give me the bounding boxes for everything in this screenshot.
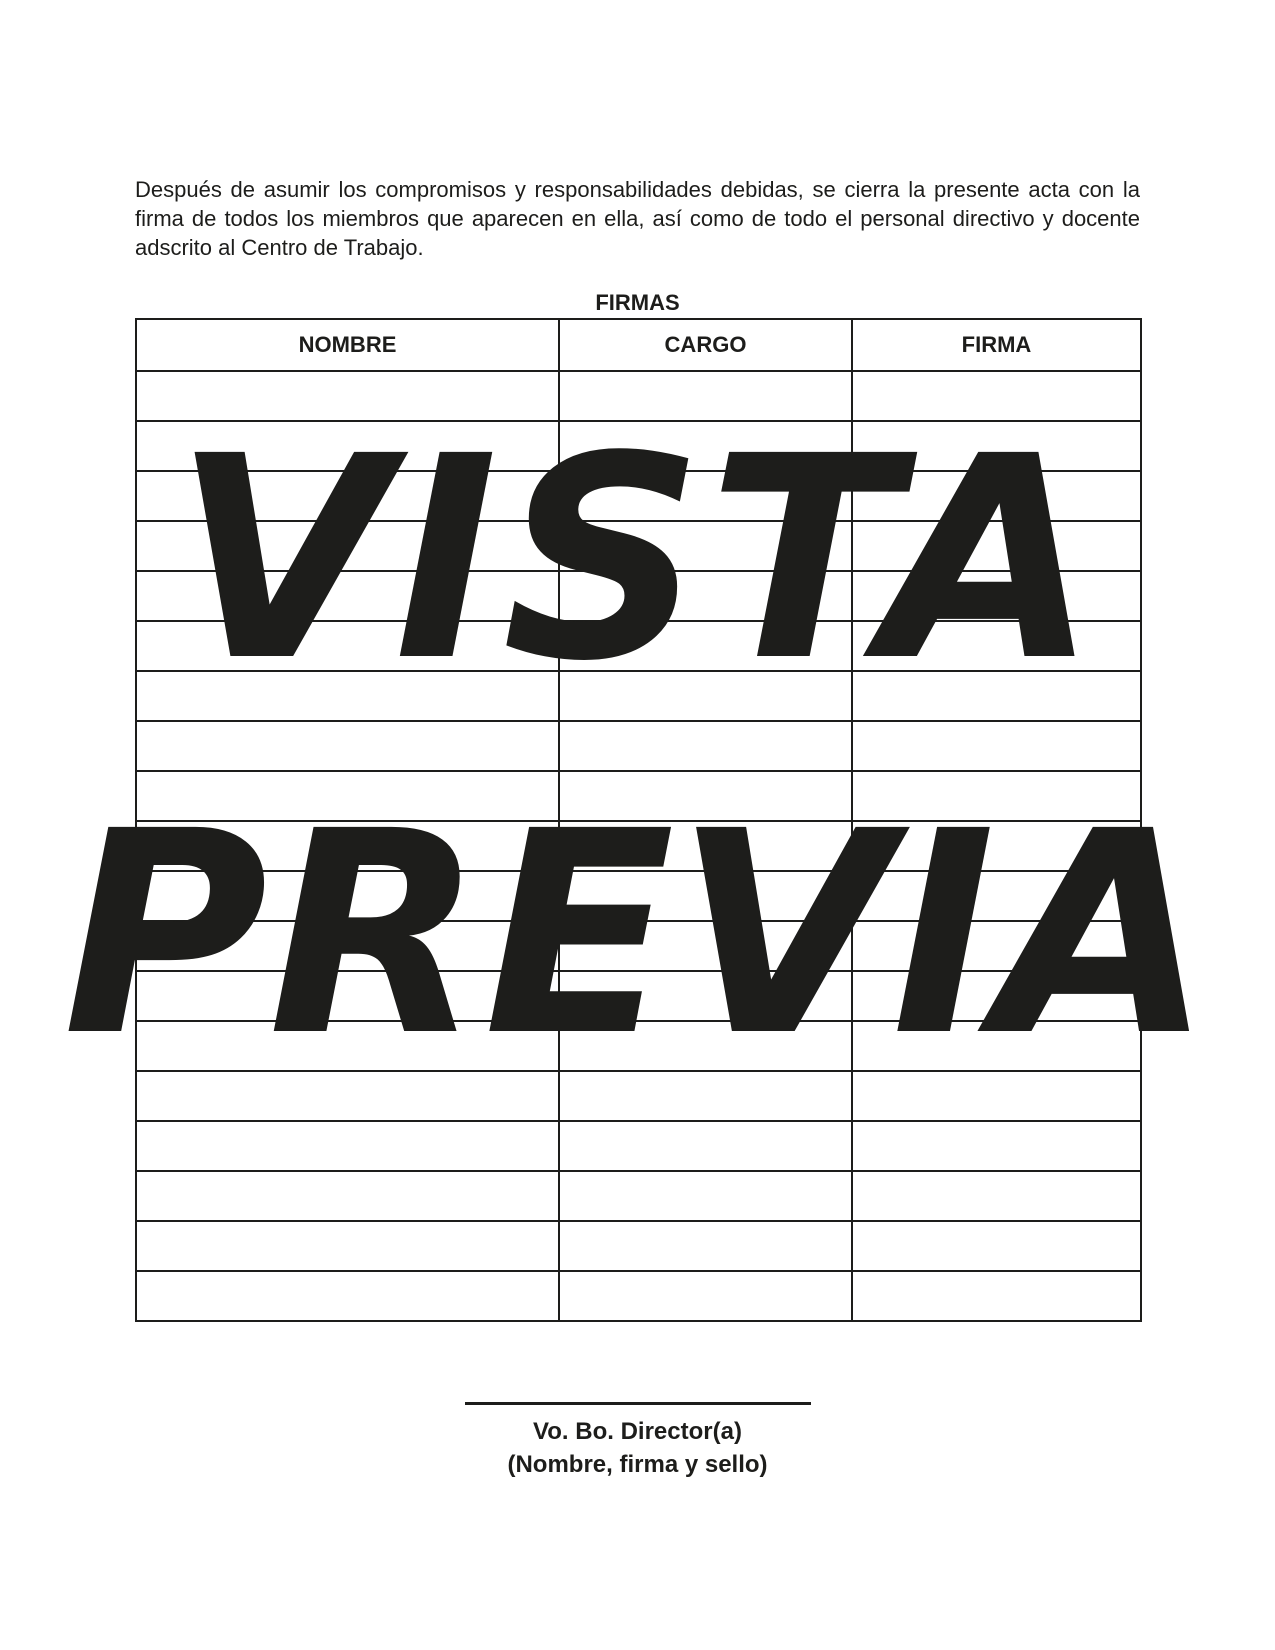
table-cell-nombre[interactable]: [136, 571, 559, 621]
table-cell-nombre[interactable]: [136, 1121, 559, 1171]
table-cell-firma[interactable]: [852, 571, 1141, 621]
table-cell-nombre[interactable]: [136, 371, 559, 421]
table-cell-firma[interactable]: [852, 1121, 1141, 1171]
table-cell-cargo[interactable]: [559, 371, 852, 421]
table-cell-nombre[interactable]: [136, 1221, 559, 1271]
signature-subtitle: (Nombre, firma y sello): [507, 1451, 768, 1478]
table-row: [136, 1021, 1141, 1071]
table-cell-nombre[interactable]: [136, 721, 559, 771]
watermark-line-2: PREVIA: [62, 772, 1213, 1098]
table-cell-nombre[interactable]: [136, 621, 559, 671]
table-cell-cargo[interactable]: [559, 1221, 852, 1271]
table-cell-nombre[interactable]: [136, 821, 559, 871]
table-cell-firma[interactable]: [852, 371, 1141, 421]
column-header-firma: FIRMA: [852, 319, 1141, 371]
table-cell-cargo[interactable]: [559, 971, 852, 1021]
table-cell-nombre[interactable]: [136, 871, 559, 921]
table-cell-cargo[interactable]: [559, 821, 852, 871]
table-cell-nombre[interactable]: [136, 421, 559, 471]
section-title: FIRMAS: [595, 290, 680, 315]
table-cell-nombre[interactable]: [136, 1271, 559, 1321]
table-cell-firma[interactable]: [852, 771, 1141, 821]
table-cell-firma[interactable]: [852, 971, 1141, 1021]
table-row: [136, 521, 1141, 571]
table-row: [136, 921, 1141, 971]
table-cell-nombre[interactable]: [136, 921, 559, 971]
table-cell-nombre[interactable]: [136, 971, 559, 1021]
table-cell-cargo[interactable]: [559, 1271, 852, 1321]
table-cell-firma[interactable]: [852, 1071, 1141, 1121]
table-cell-firma[interactable]: [852, 1021, 1141, 1071]
table-row: [136, 1071, 1141, 1121]
table-row: [136, 471, 1141, 521]
table-cell-cargo[interactable]: [559, 621, 852, 671]
director-signature-block: [0, 1402, 1275, 1481]
table-cell-cargo[interactable]: [559, 1021, 852, 1071]
watermark-line-1: VISTA: [173, 397, 1102, 723]
table-cell-firma[interactable]: [852, 1221, 1141, 1271]
table-cell-cargo[interactable]: [559, 721, 852, 771]
table-header-row: [136, 319, 1141, 371]
table-cell-firma[interactable]: [852, 1171, 1141, 1221]
table-cell-cargo[interactable]: [559, 471, 852, 521]
table-body: [136, 371, 1141, 1321]
table-cell-nombre[interactable]: [136, 521, 559, 571]
table-row: [136, 771, 1141, 821]
table-row: [136, 1171, 1141, 1221]
table-cell-nombre[interactable]: [136, 771, 559, 821]
table-row: [136, 871, 1141, 921]
table-cell-cargo[interactable]: [559, 571, 852, 621]
table-cell-firma[interactable]: [852, 671, 1141, 721]
table-cell-cargo[interactable]: [559, 921, 852, 971]
table-cell-cargo[interactable]: [559, 871, 852, 921]
table-cell-firma[interactable]: [852, 471, 1141, 521]
table-row: [136, 1271, 1141, 1321]
table-cell-cargo[interactable]: [559, 421, 852, 471]
table-cell-firma[interactable]: [852, 621, 1141, 671]
table-cell-firma[interactable]: [852, 871, 1141, 921]
column-header-nombre: NOMBRE: [136, 319, 559, 371]
table-cell-cargo[interactable]: [559, 771, 852, 821]
table-cell-firma[interactable]: [852, 521, 1141, 571]
table-row: [136, 621, 1141, 671]
column-header-cargo: CARGO: [559, 319, 852, 371]
table-cell-firma[interactable]: [852, 721, 1141, 771]
table-cell-firma[interactable]: [852, 821, 1141, 871]
table-cell-cargo[interactable]: [559, 521, 852, 571]
table-row: [136, 421, 1141, 471]
table-cell-cargo[interactable]: [559, 671, 852, 721]
table-row: [136, 721, 1141, 771]
table-row: [136, 371, 1141, 421]
signature-line: [465, 1402, 811, 1405]
table-cell-nombre[interactable]: [136, 1071, 559, 1121]
table-cell-nombre[interactable]: [136, 671, 559, 721]
table-row: [136, 1221, 1141, 1271]
table-cell-cargo[interactable]: [559, 1121, 852, 1171]
table-cell-firma[interactable]: [852, 421, 1141, 471]
table-cell-cargo[interactable]: [559, 1071, 852, 1121]
table-cell-firma[interactable]: [852, 921, 1141, 971]
table-cell-nombre[interactable]: [136, 1171, 559, 1221]
table-row: [136, 971, 1141, 1021]
table-cell-nombre[interactable]: [136, 1021, 559, 1071]
signature-title: Vo. Bo. Director(a): [533, 1418, 742, 1445]
table-cell-cargo[interactable]: [559, 1171, 852, 1221]
table-row: [136, 571, 1141, 621]
table-row: [136, 821, 1141, 871]
table-cell-nombre[interactable]: [136, 471, 559, 521]
table-row: [136, 1121, 1141, 1171]
intro-paragraph: Después de asumir los compromisos y responsabilidades debidas, se cierra la presente acta con la firma de todos los miembros que aparecen en ella, así como de todo el personal directivo y docente adscrito al Centro de Trabajo.: [135, 177, 1140, 260]
signature-table: [135, 318, 1142, 1322]
table-cell-firma[interactable]: [852, 1271, 1141, 1321]
table-row: [136, 671, 1141, 721]
